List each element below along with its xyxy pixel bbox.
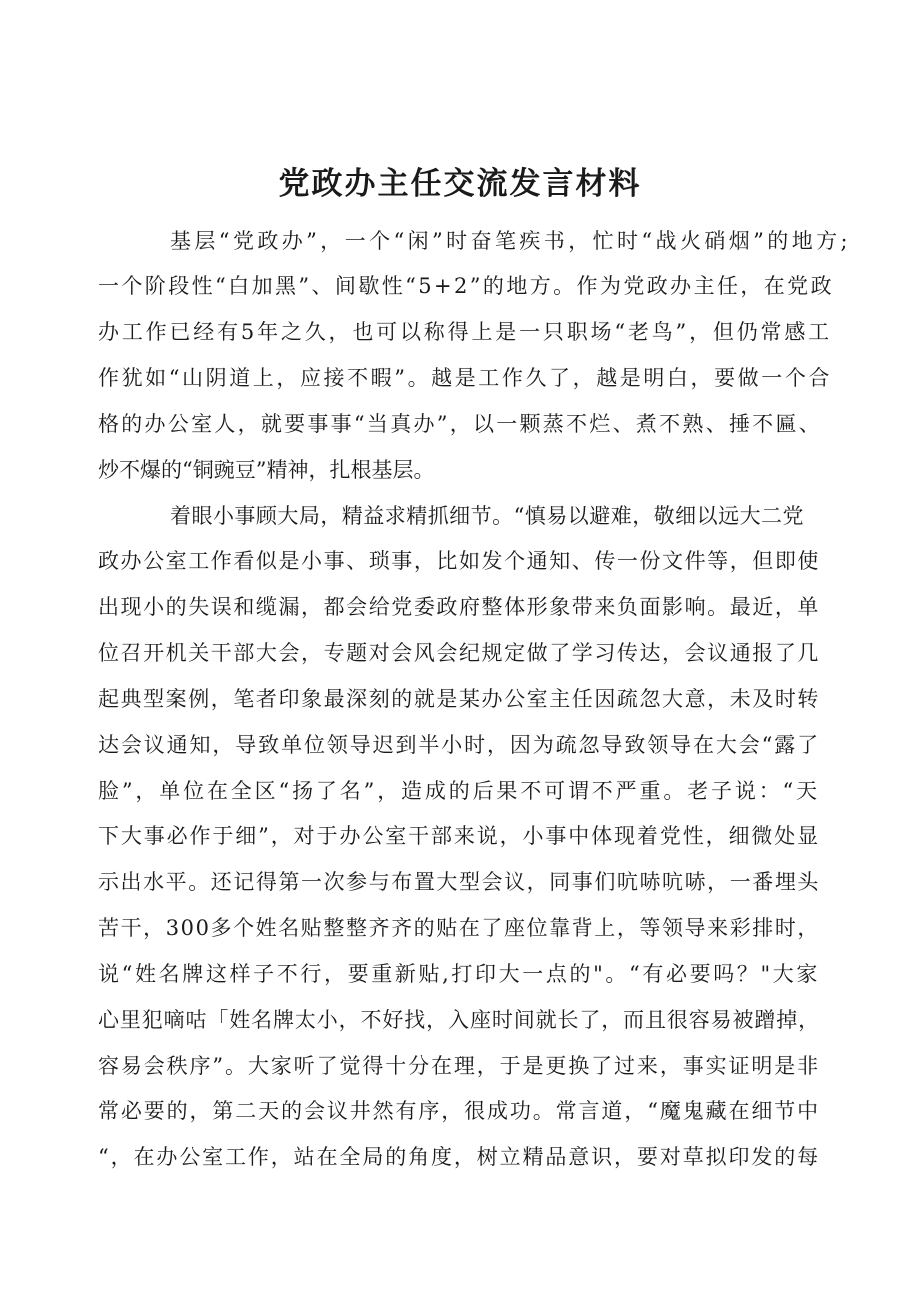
- text-line: [0, 997, 920, 1043]
- line-text: 心里犯嘀咕「姓名牌太小，不好找，入座时间就长了，而且很容易被蹭掉，: [98, 1008, 820, 1032]
- text-line: [0, 813, 920, 859]
- text-line: [0, 1088, 920, 1134]
- line-text: 起典型案例，笔者印象最深刻的就是某办公室主任因疏忽大意，未及时转: [98, 687, 820, 711]
- line-text: 苦干，300多个姓名贴整整齐齐的贴在了座位靠背上，等领导来彩排时，: [98, 916, 820, 940]
- line-text: 下大事必作于细”，对于办公室干部来说，小事中体现着党性，细微处显: [98, 824, 820, 848]
- text-line: [0, 584, 920, 630]
- line-text: 出现小的失误和缆漏，都会给党委政府整体形象带来负面影响。最近，单: [98, 595, 820, 619]
- text-line: [0, 447, 920, 493]
- line-text: 常必要的，第二天的会议井然有序，很成功。常言道，“魔鬼藏在细节中: [98, 1099, 820, 1123]
- text-line: [0, 676, 920, 722]
- text-line: [0, 630, 920, 676]
- line-text: 着眼小事顾大局，精益求精抓细节。“慎易以避难，敬细以远大二党: [170, 504, 804, 528]
- text-line: [0, 538, 920, 584]
- text-line: [0, 309, 920, 355]
- line-text: 一个阶段性“白加黑”、间歇性“5+2”的地方。作为党政办主任，在党政: [98, 274, 834, 298]
- text-line: [0, 1043, 920, 1089]
- text-line: [0, 493, 920, 539]
- text-line: [0, 263, 920, 309]
- text-line: [0, 355, 920, 401]
- line-text: “，在办公室工作，站在全局的角度，树立精品意识，要对草拟印发的每: [98, 1145, 820, 1169]
- text-line: [0, 859, 920, 905]
- text-line: [0, 722, 920, 768]
- line-text: 基层“党政办”，一个“闲”时奋笔疾书，忙时“战火硝烟”的地方;: [170, 229, 851, 253]
- document-title: 党政办主任交流发言材料: [278, 166, 642, 202]
- text-line: [0, 1134, 920, 1180]
- line-text: 政办公室工作看似是小事、琐事，比如发个通知、传一份文件等，但即使: [98, 549, 820, 573]
- line-text: 格的办公室人，就要事事“当真办”，以一颗蒸不烂、煮不熟、捶不匾、: [98, 412, 822, 436]
- line-text: 容易会秩序”。大家听了觉得十分在理，于是更换了过来，事实证明是非: [98, 1054, 820, 1078]
- text-line: [0, 401, 920, 447]
- line-text: 位召开机关干部大会，专题对会风会纪规定做了学习传达，会议通报了几: [98, 641, 820, 665]
- text-line: [0, 768, 920, 814]
- line-text: 达会议通知，导致单位领导迟到半小时，因为疏忽导致领导在大会“露了: [98, 733, 820, 757]
- text-line: [0, 905, 920, 951]
- line-text: 作犹如“山阴道上，应接不暇”。越是工作久了，越是明白，要做一个合: [98, 366, 832, 390]
- line-text: 炒不爆的“铜豌豆”精神，扎根基层。: [98, 458, 435, 482]
- line-text: 脸”，单位在全区“扬了名”，造成的后果不可谓不严重。老子说：“天: [98, 779, 820, 803]
- line-text: 示出水平。还记得第一次参与布置大型会议，同事们吭哧吭哧，一番埋头: [98, 870, 820, 894]
- text-line: [0, 951, 920, 997]
- line-text: 办工作已经有5年之久，也可以称得上是一只职场“老鸟”，但仍常感工: [98, 320, 832, 344]
- text-line: [0, 218, 920, 264]
- line-text: 说“姓名牌这样子不行，要重新贴,打印大一点的"。“有必要吗？"大家: [98, 962, 820, 986]
